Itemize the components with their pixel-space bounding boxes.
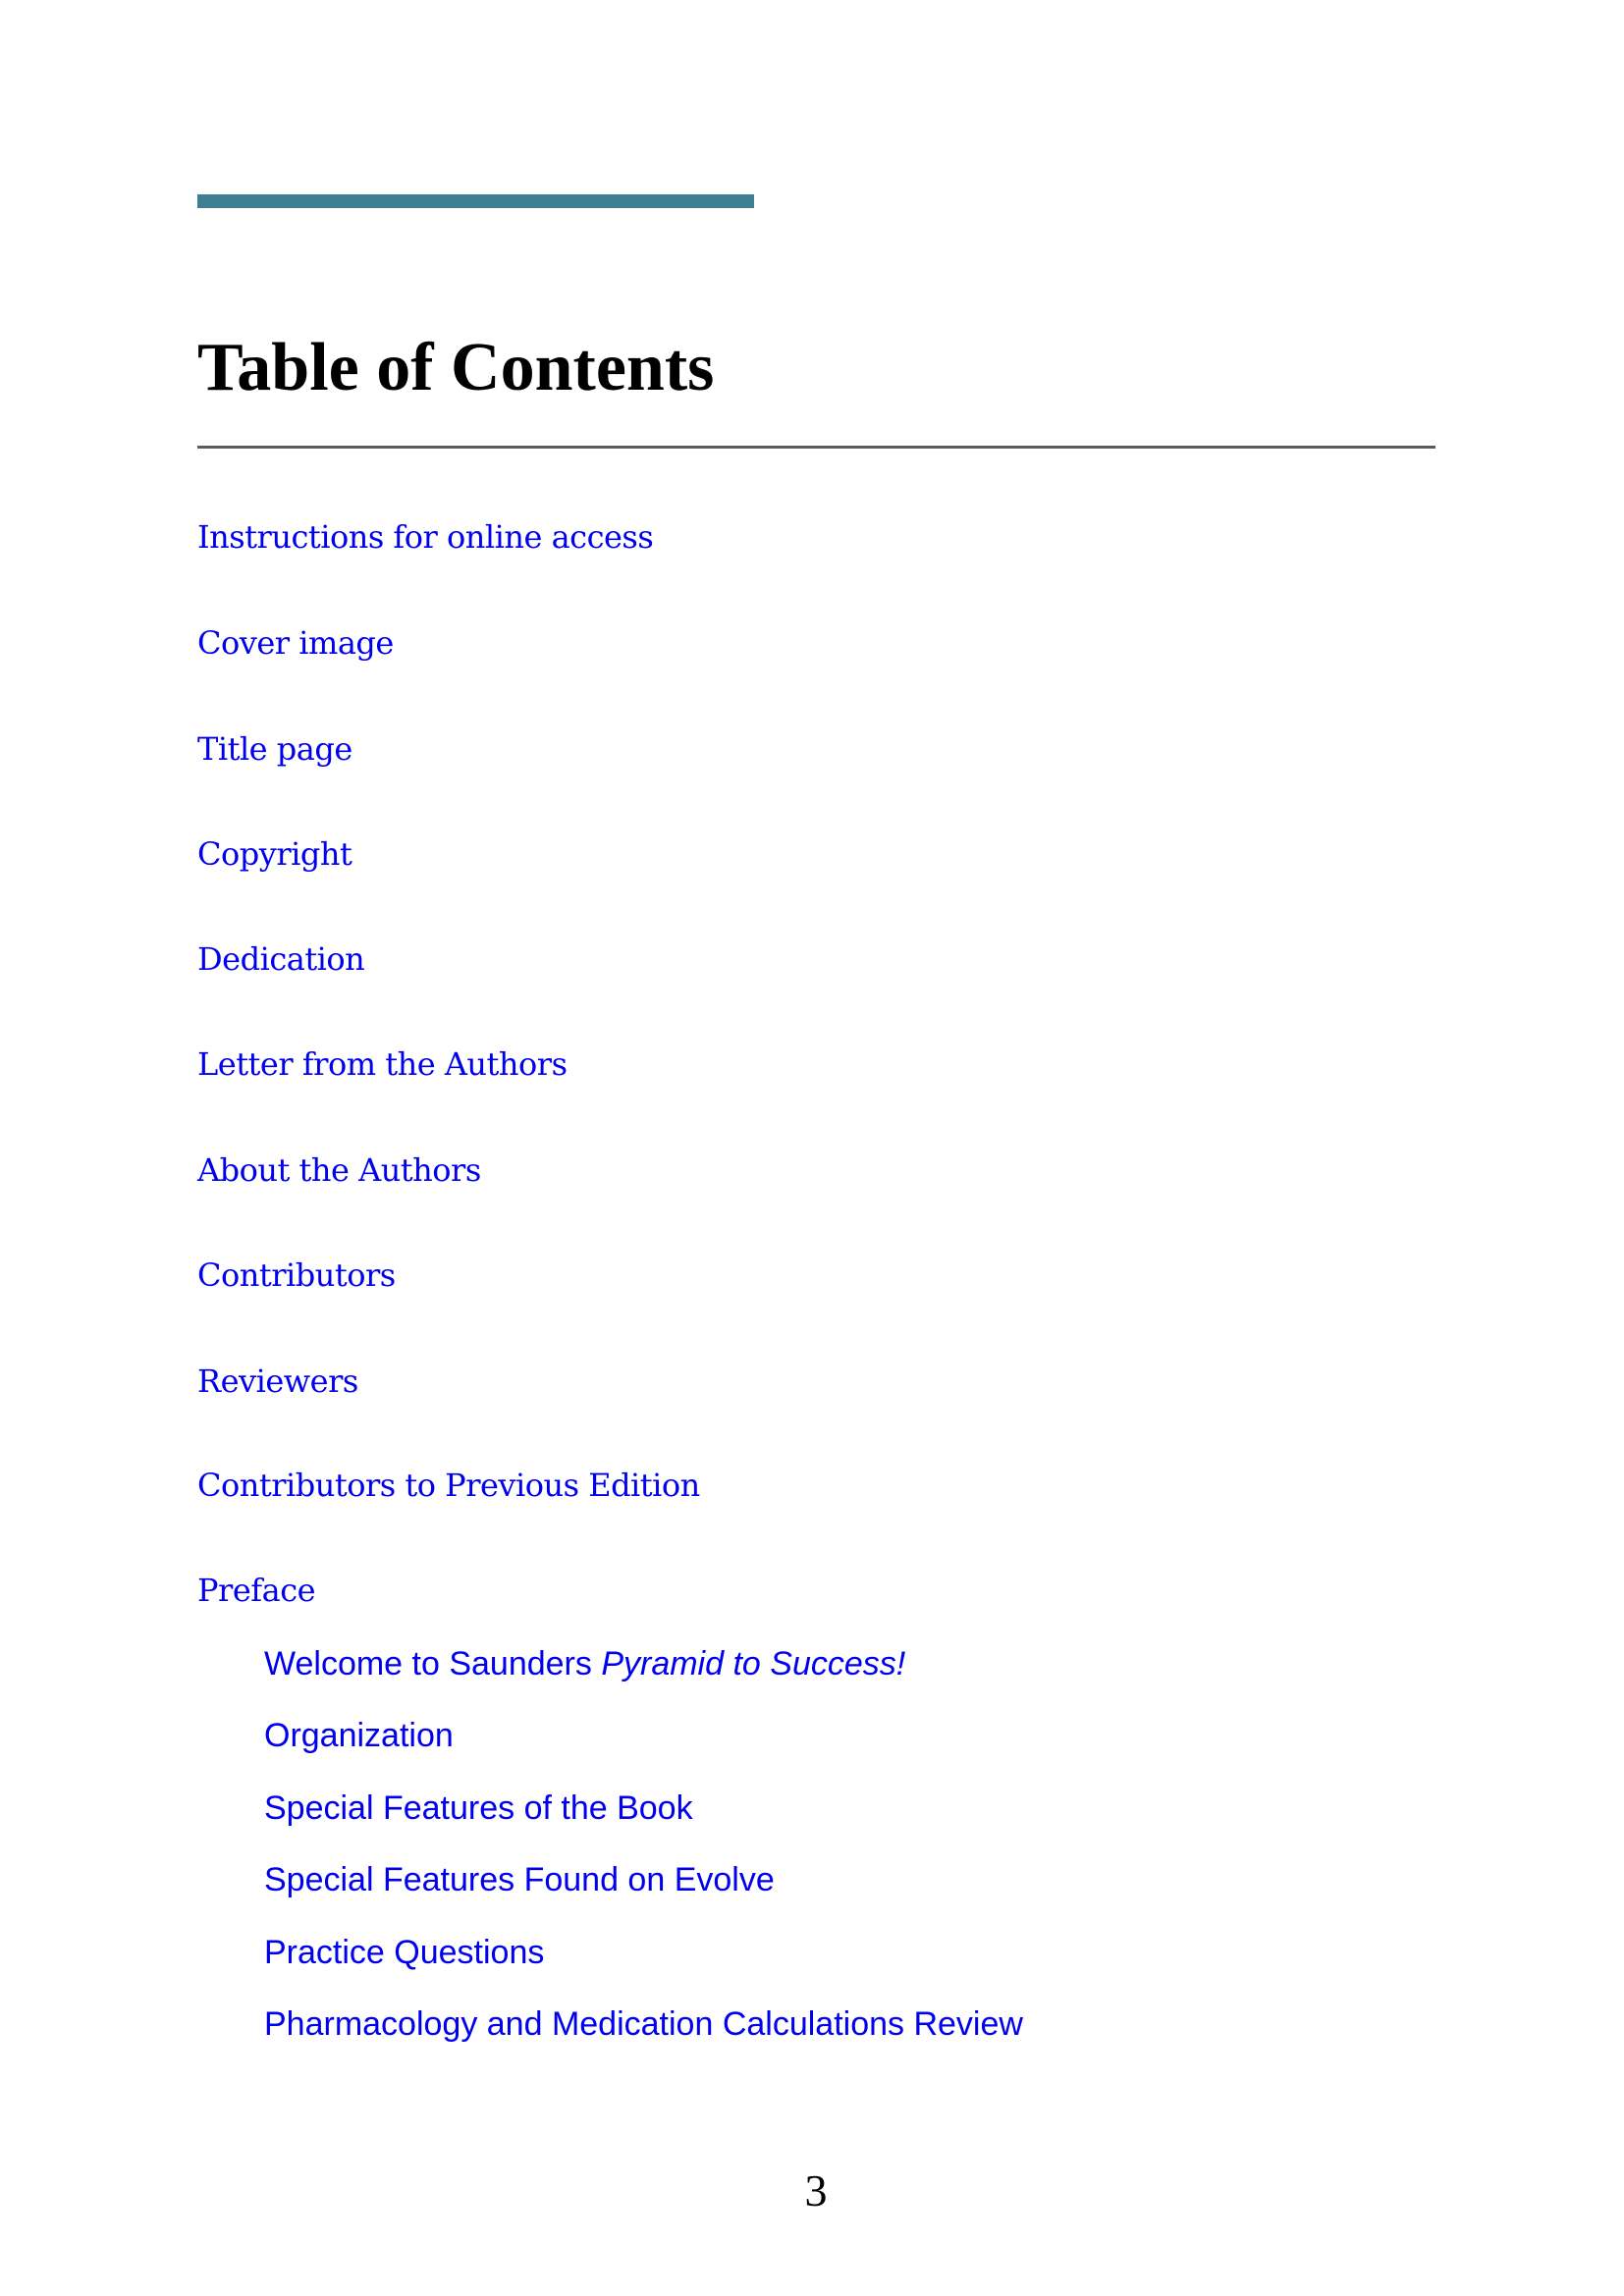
toc-link-contributors[interactable]: Contributors: [197, 1256, 396, 1294]
page-title: Table of Contents: [197, 330, 715, 405]
toc-link-copyright[interactable]: Copyright: [197, 835, 352, 873]
accent-bar: [197, 194, 754, 208]
toc-sublink-welcome[interactable]: [264, 1644, 905, 1683]
toc-link-title-page[interactable]: Title page: [197, 730, 352, 768]
welcome-italic-title: Pyramid to Success!: [601, 1645, 906, 1682]
toc-sublink-features-evolve[interactable]: Special Features Found on Evolve: [264, 1861, 775, 1898]
toc-link-letter-from-authors[interactable]: Letter from the Authors: [197, 1045, 568, 1083]
page-number: 3: [804, 2165, 828, 2216]
toc-link-about-authors[interactable]: About the Authors: [197, 1151, 481, 1189]
toc-link-preface[interactable]: Preface: [197, 1572, 316, 1609]
toc-link-reviewers[interactable]: Reviewers: [197, 1362, 358, 1400]
toc-link-online-access[interactable]: Instructions for online access: [197, 518, 654, 556]
toc-sublink-pharmacology[interactable]: Pharmacology and Medication Calculations Review: [264, 2005, 1023, 2043]
toc-sublink-features-book[interactable]: Special Features of the Book: [264, 1789, 693, 1827]
toc-link-cover-image[interactable]: Cover image: [197, 624, 394, 662]
welcome-text: Welcome to Saunders: [264, 1645, 602, 1682]
toc-link-previous-contributors[interactable]: Contributors to Previous Edition: [197, 1467, 700, 1504]
toc-sublink-organization[interactable]: Organization: [264, 1717, 454, 1754]
toc-link-dedication[interactable]: Dedication: [197, 940, 365, 978]
title-divider: [197, 446, 1435, 449]
toc-sublink-practice-questions[interactable]: Practice Questions: [264, 1934, 545, 1971]
